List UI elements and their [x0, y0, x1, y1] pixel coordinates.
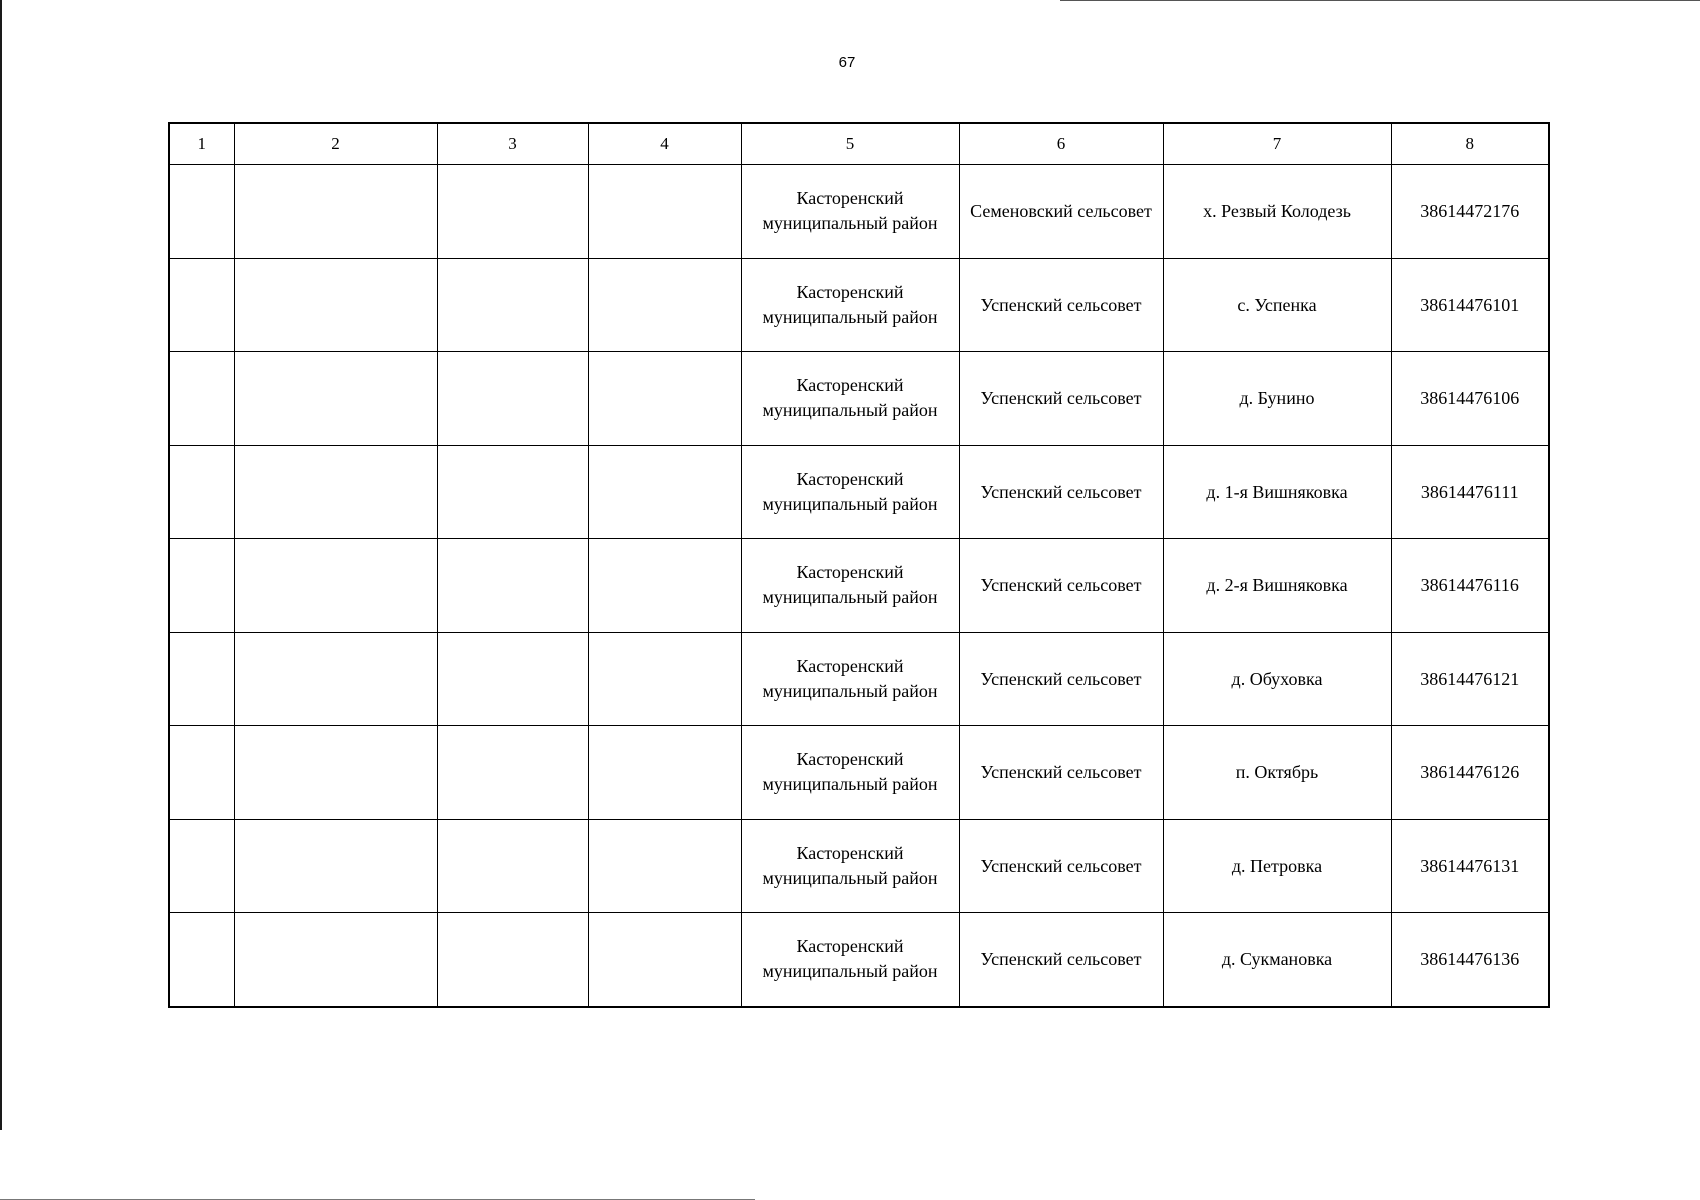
scan-top-edge [1060, 0, 1700, 1]
settlements-table [168, 122, 1550, 1008]
cell-council: Успенский сельсовет [959, 258, 1163, 352]
cell-col-1 [169, 726, 234, 820]
cell-code: 38614476131 [1391, 819, 1549, 913]
cell-code: 38614476101 [1391, 258, 1549, 352]
table-row [169, 352, 1549, 446]
cell-district [741, 445, 959, 539]
cell-col-2 [234, 445, 437, 539]
district-name: Касторенский [796, 749, 904, 770]
district-type: муниципальный район [762, 680, 938, 701]
cell-col-1 [169, 258, 234, 352]
cell-settlement: д. Бунино [1163, 352, 1391, 446]
table-row [169, 632, 1549, 726]
table-row [169, 819, 1549, 913]
cell-settlement: д. 2-я Вишняковка [1163, 539, 1391, 633]
cell-code: 38614476111 [1391, 445, 1549, 539]
cell-district [741, 165, 959, 259]
column-header-5: 5 [741, 123, 959, 165]
district-type: муниципальный район [762, 493, 938, 514]
cell-col-4 [588, 819, 741, 913]
column-header-6: 6 [959, 123, 1163, 165]
cell-col-4 [588, 632, 741, 726]
cell-settlement: д. Сукмановка [1163, 913, 1391, 1007]
cell-district [741, 258, 959, 352]
district-type: муниципальный район [762, 587, 938, 608]
cell-col-3 [437, 913, 588, 1007]
cell-col-1 [169, 819, 234, 913]
cell-col-2 [234, 258, 437, 352]
cell-col-2 [234, 539, 437, 633]
cell-col-3 [437, 445, 588, 539]
cell-council: Успенский сельсовет [959, 819, 1163, 913]
cell-col-3 [437, 726, 588, 820]
district-name: Касторенский [796, 468, 904, 489]
column-header-7: 7 [1163, 123, 1391, 165]
district-type: муниципальный район [762, 867, 938, 888]
cell-col-1 [169, 445, 234, 539]
district-name: Касторенский [796, 188, 904, 209]
cell-col-2 [234, 352, 437, 446]
column-header-1: 1 [169, 123, 234, 165]
cell-col-3 [437, 819, 588, 913]
district-type: муниципальный район [762, 213, 938, 234]
table-row [169, 913, 1549, 1007]
cell-col-3 [437, 632, 588, 726]
cell-council: Успенский сельсовет [959, 913, 1163, 1007]
cell-col-3 [437, 258, 588, 352]
scan-left-edge [0, 0, 2, 1130]
cell-col-1 [169, 632, 234, 726]
district-name: Касторенский [796, 281, 904, 302]
cell-col-4 [588, 913, 741, 1007]
cell-code: 38614476116 [1391, 539, 1549, 633]
cell-council: Успенский сельсовет [959, 352, 1163, 446]
cell-council: Успенский сельсовет [959, 726, 1163, 820]
cell-col-1 [169, 913, 234, 1007]
header-row [169, 123, 1549, 165]
cell-col-4 [588, 726, 741, 820]
cell-col-1 [169, 352, 234, 446]
cell-settlement: п. Октябрь [1163, 726, 1391, 820]
cell-code: 38614476106 [1391, 352, 1549, 446]
cell-col-1 [169, 165, 234, 259]
district-type: муниципальный район [762, 306, 938, 327]
district-type: муниципальный район [762, 774, 938, 795]
cell-col-2 [234, 726, 437, 820]
column-header-4: 4 [588, 123, 741, 165]
cell-settlement: д. Обуховка [1163, 632, 1391, 726]
table-body [169, 165, 1549, 1007]
table-row [169, 726, 1549, 820]
cell-col-2 [234, 913, 437, 1007]
cell-col-4 [588, 352, 741, 446]
cell-district [741, 352, 959, 446]
table-row [169, 165, 1549, 259]
cell-col-4 [588, 165, 741, 259]
district-name: Касторенский [796, 562, 904, 583]
district-name: Касторенский [796, 936, 904, 957]
cell-code: 38614472176 [1391, 165, 1549, 259]
district-name: Касторенский [796, 842, 904, 863]
cell-col-1 [169, 539, 234, 633]
table-row [169, 258, 1549, 352]
district-name: Касторенский [796, 375, 904, 396]
cell-district [741, 913, 959, 1007]
cell-council: Успенский сельсовет [959, 539, 1163, 633]
cell-council: Семеновский сельсовет [959, 165, 1163, 259]
cell-col-2 [234, 632, 437, 726]
cell-settlement: д. 1-я Вишняковка [1163, 445, 1391, 539]
cell-code: 38614476121 [1391, 632, 1549, 726]
column-header-2: 2 [234, 123, 437, 165]
cell-settlement: д. Петровка [1163, 819, 1391, 913]
cell-col-2 [234, 819, 437, 913]
page-number: 67 [838, 54, 856, 71]
cell-col-2 [234, 165, 437, 259]
table-row [169, 445, 1549, 539]
cell-settlement: с. Успенка [1163, 258, 1391, 352]
cell-col-4 [588, 258, 741, 352]
cell-col-4 [588, 539, 741, 633]
cell-district [741, 819, 959, 913]
cell-col-3 [437, 352, 588, 446]
cell-council: Успенский сельсовет [959, 445, 1163, 539]
cell-district [741, 632, 959, 726]
table-row [169, 539, 1549, 633]
column-header-8: 8 [1391, 123, 1549, 165]
district-type: муниципальный район [762, 400, 938, 421]
cell-col-4 [588, 445, 741, 539]
cell-col-3 [437, 165, 588, 259]
cell-code: 38614476136 [1391, 913, 1549, 1007]
cell-district [741, 726, 959, 820]
cell-council: Успенский сельсовет [959, 632, 1163, 726]
district-type: муниципальный район [762, 961, 938, 982]
column-header-3: 3 [437, 123, 588, 165]
cell-district [741, 539, 959, 633]
cell-code: 38614476126 [1391, 726, 1549, 820]
cell-col-3 [437, 539, 588, 633]
cell-settlement: х. Резвый Колодезь [1163, 165, 1391, 259]
district-name: Касторенский [796, 655, 904, 676]
